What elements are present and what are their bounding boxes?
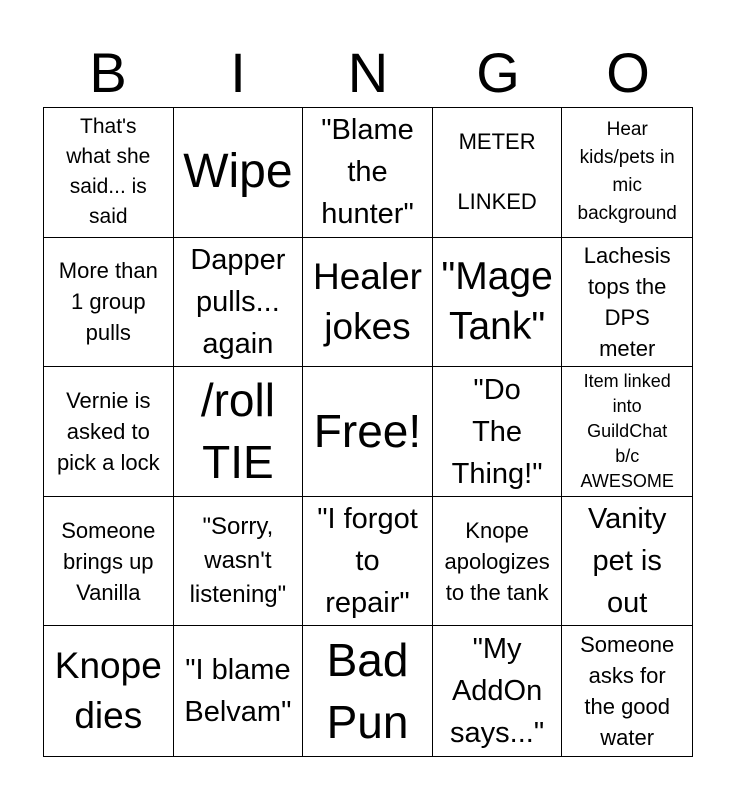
cell-text: "Sorry, wasn't listening" [189,513,287,609]
cell-text: "My AddOn says..." [450,633,545,750]
cell-text: More than 1 group pulls [58,258,158,346]
cell-text: METER LINKED [457,129,537,215]
bingo-cell-r3c3[interactable] [303,367,433,497]
bingo-cell-r4c2[interactable] [174,497,304,627]
cell-text: Lachesis tops the DPS meter [583,242,671,361]
bingo-cell-r2c5[interactable] [562,238,692,368]
bingo-cell-r3c1[interactable] [44,367,174,497]
cell-text: "I blame Belvam" [184,654,292,729]
bingo-cell-r5c4[interactable] [433,626,563,756]
bingo-cell-r1c3[interactable] [303,108,433,238]
header-letter-o: O [606,41,650,104]
header-letter-b: B [89,41,127,104]
cell-text: Vanity pet is out [587,503,667,620]
cell-text: Healer jokes [312,255,422,347]
bingo-cell-r4c3[interactable] [303,497,433,627]
cell-text: Someone asks for the good water [580,632,675,751]
header-letter-n: N [347,41,389,104]
header-letter-g: G [476,41,520,104]
bingo-card-grid [43,107,693,757]
cell-text: Vernie is asked to pick a lock [56,387,160,475]
bingo-cell-r2c2[interactable] [174,238,304,368]
cell-text: Wipe [183,145,293,199]
cell-text: Dapper pulls... again [190,243,286,360]
bingo-header [43,40,693,106]
bingo-cell-r3c4[interactable] [433,367,563,497]
cell-text: Bad Pun [326,634,409,749]
cell-text: Knope apologizes to the tank [444,517,550,605]
bingo-cell-r5c2[interactable] [174,626,304,756]
cell-text: Someone brings up Vanilla [61,517,156,605]
cell-text: "I forgot to repair" [317,503,418,620]
bingo-cell-r3c5[interactable] [562,367,692,497]
header-letter-i: I [230,41,246,104]
cell-text: Hear kids/pets in mic background [577,119,677,225]
bingo-cell-r1c4[interactable] [433,108,563,238]
cell-text: "Do The Thing!" [451,373,543,490]
bingo-cell-r5c1[interactable] [44,626,174,756]
cell-text: /roll TIE [200,374,275,489]
bingo-cell-r2c3[interactable] [303,238,433,368]
cell-text: Free! [313,405,422,458]
bingo-cell-r1c5[interactable] [562,108,692,238]
cell-text: Knope dies [54,645,162,737]
cell-text: "Mage Tank" [441,254,553,348]
bingo-cell-r1c1[interactable] [44,108,174,238]
cell-text: That's what she said... is said [66,115,151,229]
bingo-cell-r3c2[interactable] [174,367,304,497]
bingo-cell-r5c5[interactable] [562,626,692,756]
bingo-cell-r1c2[interactable] [174,108,304,238]
bingo-cell-r4c1[interactable] [44,497,174,627]
bingo-cell-r4c4[interactable] [433,497,563,627]
bingo-cell-r4c5[interactable] [562,497,692,627]
bingo-cell-r2c1[interactable] [44,238,174,368]
cell-text: "Blame the hunter" [321,114,414,231]
bingo-cell-r5c3[interactable] [303,626,433,756]
cell-text: Item linked into GuildChat b/c AWESOME [580,371,674,491]
bingo-cell-r2c4[interactable] [433,238,563,368]
